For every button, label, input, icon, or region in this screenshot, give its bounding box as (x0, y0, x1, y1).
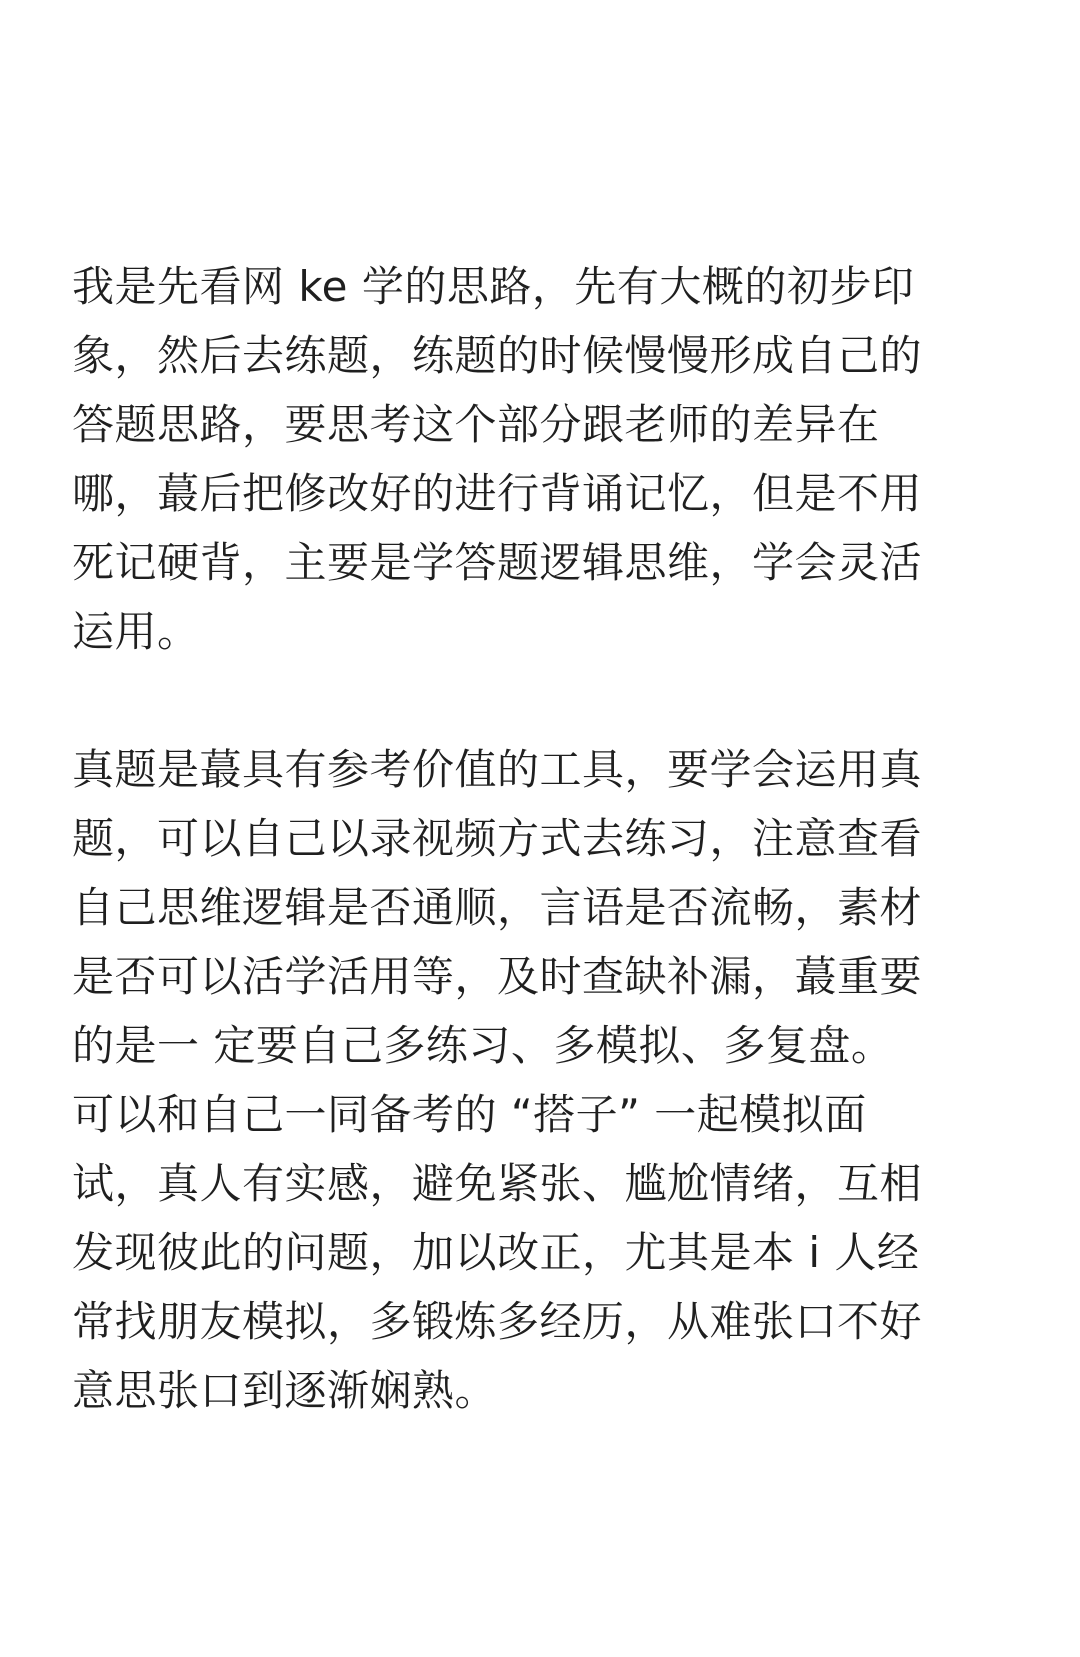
text-line: 意思张口到逐渐娴熟。 (72, 1366, 498, 1415)
text-line: 题，可以自己以录视频方式去练习，注意查看 (72, 814, 923, 863)
paragraph-gap (72, 666, 1012, 735)
text-line: 答题思路，要思考这个部分跟老师的差异在 (72, 400, 880, 449)
text-line: 是否可以活学活用等，及时查缺补漏，蕞重要 (72, 952, 923, 1001)
text-line: 常找朋友模拟，多锻炼多经历，从难张口不好 (72, 1297, 923, 1346)
text-line: 试，真人有实感，避免紧张、尴尬情绪，互相 (72, 1159, 923, 1208)
text-line: 运用。 (72, 607, 200, 656)
text-line: 死记硬背，主要是学答题逻辑思维，学会灵活 (72, 538, 923, 587)
text-line: 我是先看网 ke 学的思路，先有大概的初步印 (72, 262, 915, 311)
text-line: 的是一 定要自己多练习、多模拟、多复盘。 (72, 1021, 894, 1070)
text-line: 哪，蕞后把修改好的进行背诵记忆，但是不用 (72, 469, 923, 518)
paragraph-2 (72, 735, 1012, 1425)
text-line: 象，然后去练题，练题的时候慢慢形成自己的 (72, 331, 923, 380)
text-line: 可以和自己一同备考的 “搭子” 一起模拟面 (72, 1090, 867, 1139)
article-body (72, 252, 1012, 1425)
text-line: 自己思维逻辑是否通顺，言语是否流畅，素材 (72, 883, 923, 932)
paragraph-1 (72, 252, 1012, 666)
text-line: 真题是蕞具有参考价值的工具，要学会运用真 (72, 745, 923, 794)
text-line: 发现彼此的问题，加以改正，尤其是本 i 人经 (72, 1228, 920, 1277)
